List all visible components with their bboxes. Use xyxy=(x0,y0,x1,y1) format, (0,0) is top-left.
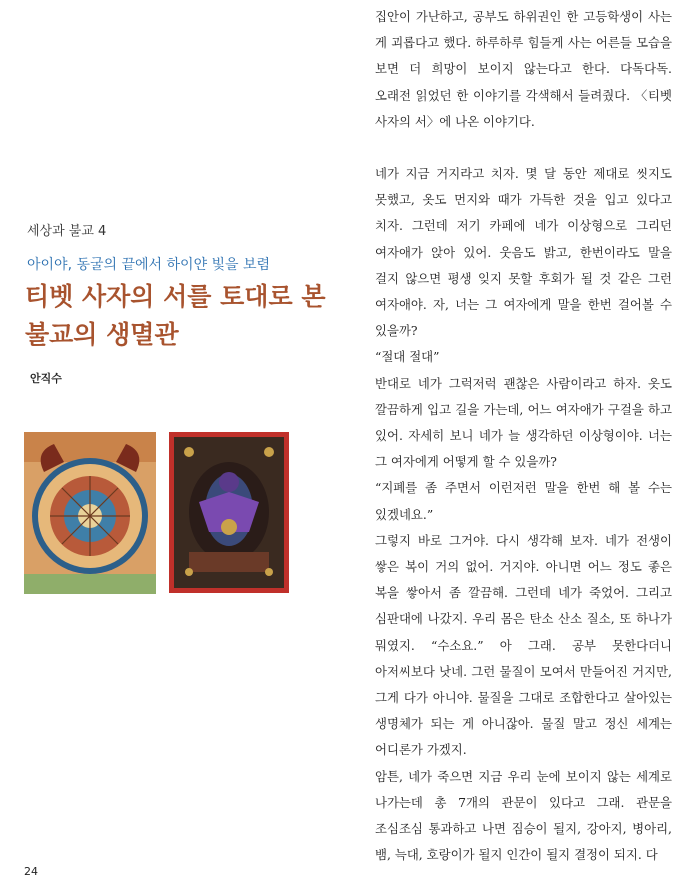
body-text-column xyxy=(375,4,672,869)
wheel-of-life-thangka-image xyxy=(24,432,156,594)
paragraph: 집안이 가난하고, 공부도 하위권인 한 고등학생이 사는 게 괴롭다고 했다. 하루하루 힘들게 사는 어른들 모습을 보면 더 희망이 보이지 않는다고 한다. 다독다독. 오래전 읽었던 한 이야기를 각색해서 들려줬다. 〈티벳 사자의 서〉에 나온 이야기다. xyxy=(375,9,672,129)
paragraph-spacer xyxy=(375,135,672,161)
paragraph: 네가 지금 거지라고 치자. 몇 달 동안 제대로 씻지도 못했고, 옷도 먼지와 때가 가득한 것을 입고 있다고 치자. 그런데 저기 카페에 네가 이상형으로 그리던 여자애가 앉아 있어. 웃음도 밝고, 한번이라도 말을 걸지 않으면 평생 잊지 못할 후회가 될 것 같은 그런 여자애야. 자, 너는 그 여자에게 말을 한번 걸어볼 수 있을까? xyxy=(375,166,672,339)
paragraph: 그렇지 바로 그거야. 다시 생각해 보자. 네가 전생이 쌓은 복이 거의 없어. 거지야. 아니면 어느 정도 좋은 복을 쌓아서 좀 깔끔해. 그런데 네가 죽었어. 그리고 심판대에 나갔지. 우리 몸은 탄소 산소 질소, 또 하나가 뭐였지. “수소요.” 아 그래. 공부 못한다더니 아저씨보다 낫네. 그런 물질이 모여서 만들어진 거지만, 그게 다가 아니야. 물질을 그대로 조합한다고 살아있는 생명체가 되는 게 아니잖아. 물질 말고 정신 세계는 어디론가 가겠지. xyxy=(375,532,672,758)
paragraph: “절대 절대” xyxy=(375,349,440,365)
article-title-line2: 불교의 생멸관 xyxy=(25,320,179,349)
deity-thangka-image xyxy=(169,432,289,593)
paragraph: 반대로 네가 그럭저럭 괜찮은 사람이라고 하자. 옷도 깔끔하게 입고 길을 가는데, 어느 여자애가 구걸을 하고 있어. 자세히 보니 네가 늘 생각하던 이상형이야. 너는 그 여자에게 어떻게 할 수 있을까? xyxy=(375,375,672,470)
author-name: 안직수 xyxy=(30,372,62,385)
series-label: 세상과 불교 4 xyxy=(27,224,107,239)
left-column xyxy=(0,0,340,885)
article-title xyxy=(25,278,325,354)
article-title-line1: 티벳 사자의 서를 토대로 본 xyxy=(25,282,326,311)
page-number: 24 xyxy=(24,865,38,878)
paragraph: “지폐를 좀 주면서 이런저런 말을 한번 해 볼 수는 있겠네요.” xyxy=(375,480,672,522)
paragraph: 암튼, 네가 죽으면 지금 우리 눈에 보이지 않는 세계로 나가는데 총 7개의 관문이 있다고 그래. 관문을 조심조심 통과하고 나면 짐승이 될지, 강아지, 병아리, 뱀, 늑대, 호랑이가 될지 인간이 될지 결정이 되지. 다 xyxy=(375,768,672,863)
article-subtitle: 아이야, 동굴의 끝에서 하이얀 빛을 보렴 xyxy=(27,257,271,273)
